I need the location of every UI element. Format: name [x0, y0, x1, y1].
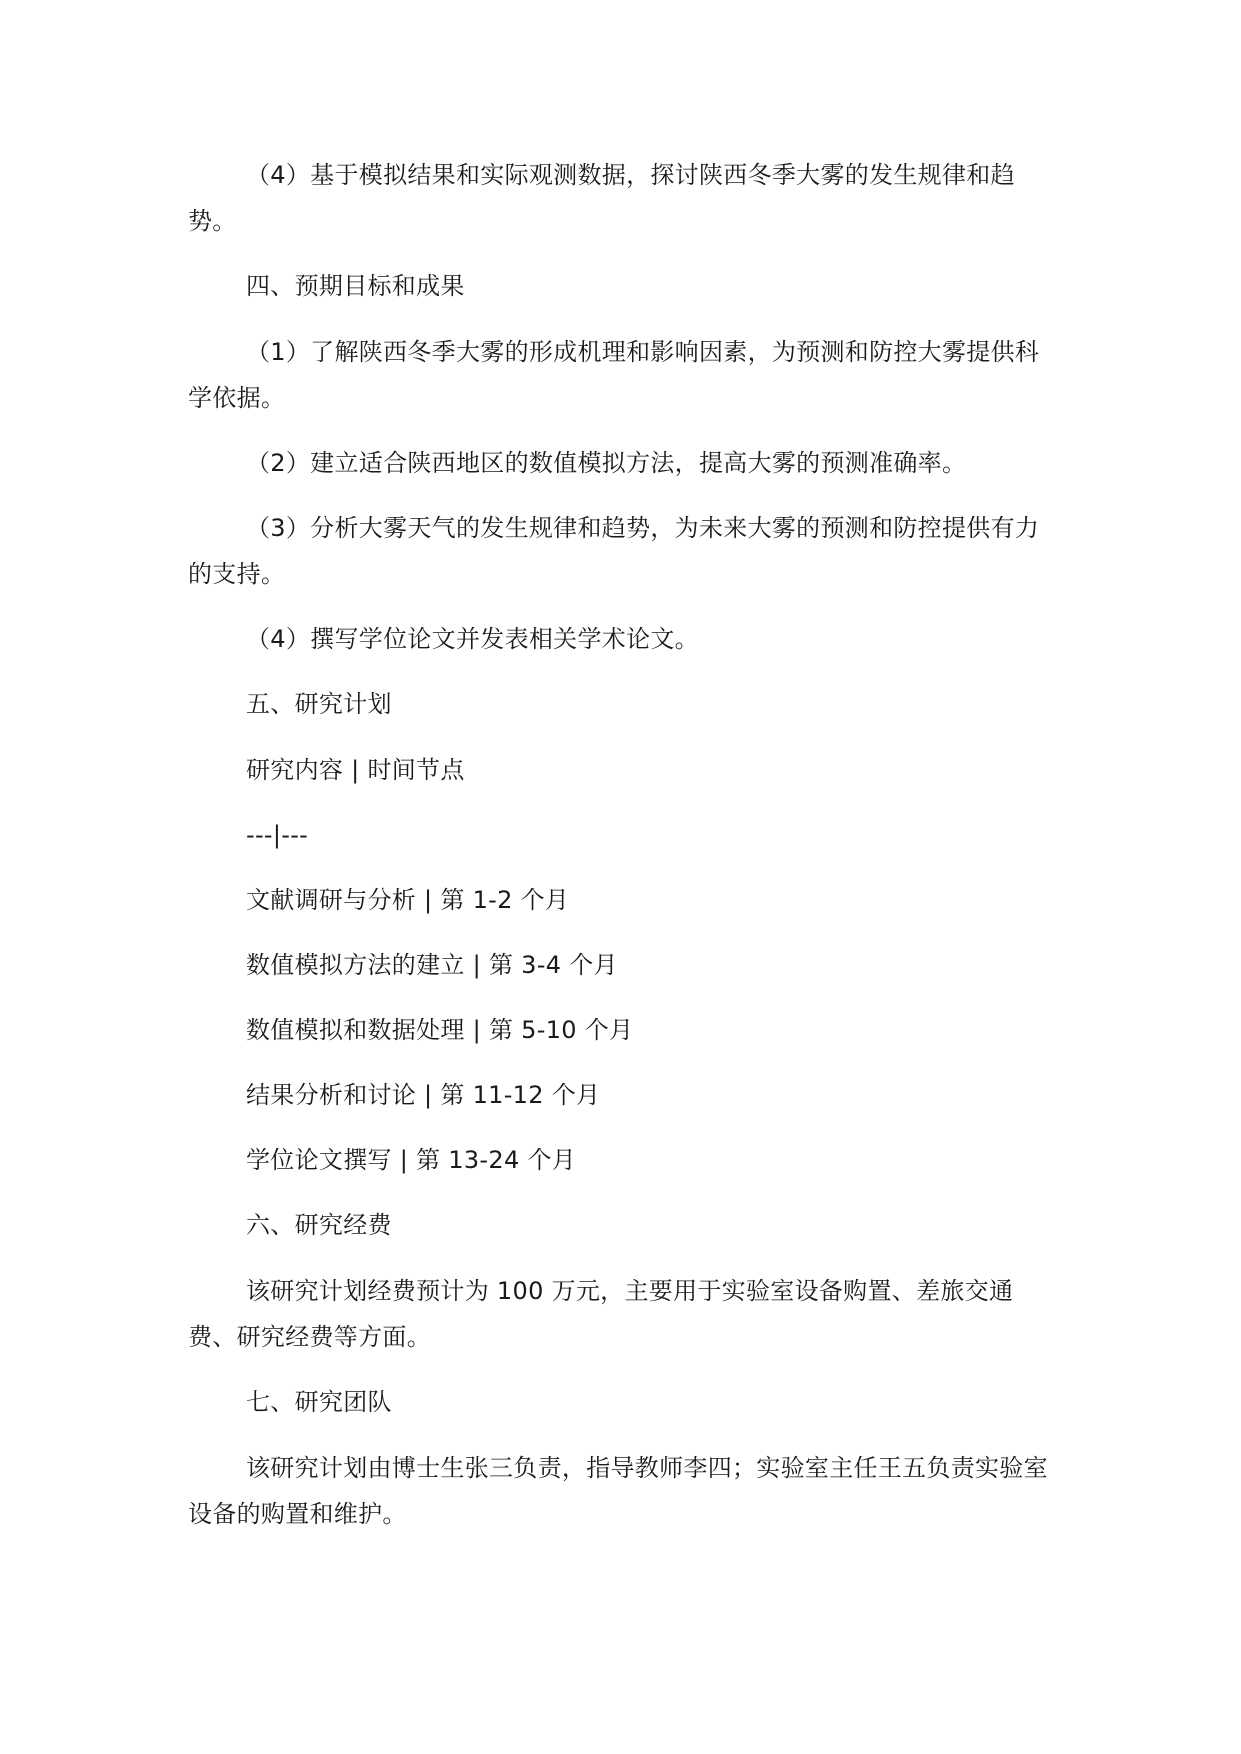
- paragraph-funding: 该研究计划经费预计为 100 万元，主要用于实验室设备购置、差旅交通费、研究经费等方面。: [188, 1277, 1014, 1351]
- plan-table-row: 文献调研与分析 | 第 1-2 个月: [246, 886, 570, 914]
- plan-table-row: 学位论文撰写 | 第 13-24 个月: [246, 1146, 577, 1174]
- section-heading-funding: 六、研究经费: [246, 1211, 392, 1239]
- paragraph-goal-4: （4）撰写学位论文并发表相关学术论文。: [246, 625, 699, 653]
- paragraph-goal-1: （1）了解陕西冬季大雾的形成机理和影响因素，为预测和防控大雾提供科学依据。: [188, 338, 1040, 412]
- plan-table-separator: ---|---: [246, 821, 309, 849]
- section-heading-plan: 五、研究计划: [246, 690, 392, 718]
- document-body: [188, 152, 1058, 1556]
- plan-table-row: 数值模拟和数据处理 | 第 5-10 个月: [246, 1016, 634, 1044]
- section-heading-goals: 四、预期目标和成果: [246, 272, 465, 300]
- paragraph-goal-3: （3）分析大雾天气的发生规律和趋势，为未来大雾的预测和防控提供有力的支持。: [188, 514, 1040, 588]
- paragraph-team: 该研究计划由博士生张三负责，指导教师李四；实验室主任王五负责实验室设备的购置和维护。: [188, 1454, 1048, 1528]
- plan-table-row: 结果分析和讨论 | 第 11-12 个月: [246, 1081, 601, 1109]
- plan-table-header: 研究内容 | 时间节点: [246, 756, 465, 784]
- paragraph-method-4: （4）基于模拟结果和实际观测数据，探讨陕西冬季大雾的发生规律和趋势。: [188, 161, 1015, 235]
- section-heading-team: 七、研究团队: [246, 1388, 392, 1416]
- paragraph-goal-2: （2）建立适合陕西地区的数值模拟方法，提高大雾的预测准确率。: [246, 449, 967, 477]
- plan-table-row: 数值模拟方法的建立 | 第 3-4 个月: [246, 951, 618, 979]
